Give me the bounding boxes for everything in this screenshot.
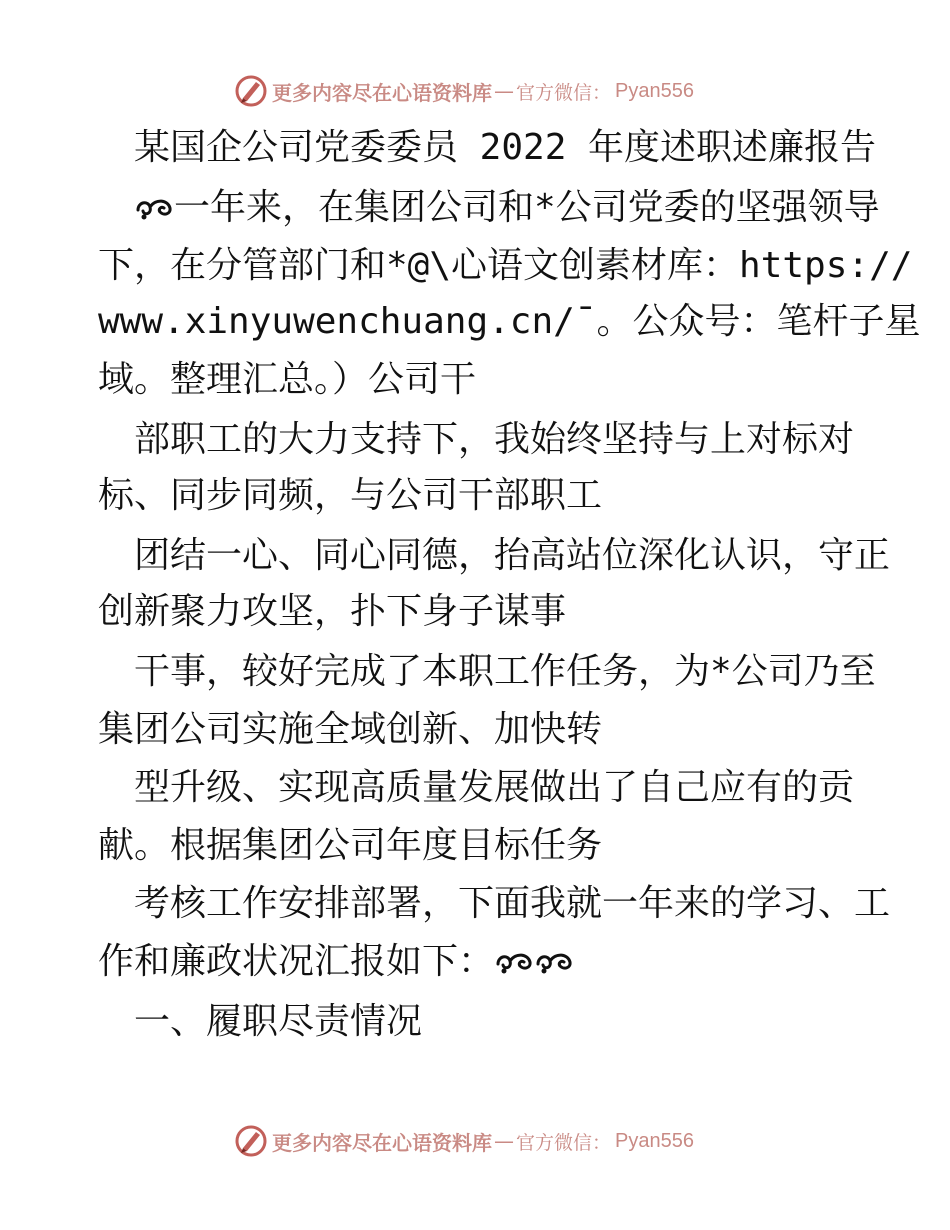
footer-banner-dash: — [494, 1129, 514, 1153]
paragraph-line: 下，在分管部门和*@\心语文创素材库：https:// [98, 245, 913, 286]
header-banner-dash: — [494, 79, 514, 103]
ornament-icon [534, 948, 574, 976]
pen-logo-icon [234, 74, 268, 108]
header-banner [234, 72, 694, 110]
pen-logo-icon [234, 1124, 268, 1158]
ornament-icon [134, 194, 174, 222]
paragraph-line: 型升级、实现高质量发展做出了自己应有的贡 [134, 767, 855, 808]
paragraph-line-text: 作和廉政状况汇报如下： [98, 941, 495, 982]
paragraph-line: www.xinyuwenchuang.cn/¯。公众号：笔杆子星 [98, 301, 921, 342]
paragraph-line: 干事，较好完成了本职工作任务，为*公司乃至 [134, 651, 876, 692]
paragraph-line: 部职工的大力支持下，我始终坚持与上对标对 [134, 419, 855, 460]
document-title: 某国企公司党委委员 2022 年度述职述廉报告 [134, 127, 877, 168]
paragraph-line: 创新聚力攻坚，扑下身子谋事 [98, 591, 567, 632]
paragraph-line: 团结一心、同心同德，抬高站位深化认识，守正 [134, 535, 891, 576]
footer-banner-text: 更多内容尽在心语资料库 [272, 1130, 492, 1155]
ornament-icon [494, 948, 534, 976]
paragraph-line: 标、同步同频，与公司干部职工 [98, 475, 603, 516]
paragraph-line: 集团公司实施全域创新、加快转 [98, 709, 603, 750]
header-wechat-id: Pyan556 [615, 79, 694, 102]
footer-wechat-label: 官方微信： [516, 1131, 612, 1154]
paragraph-line-text: 一年来，在集团公司和*公司党委的坚强领导 [174, 187, 880, 228]
section-heading: 一、履职尽责情况 [134, 1001, 423, 1042]
paragraph-line: 献。根据集团公司年度目标任务 [98, 825, 603, 866]
footer-wechat-id: Pyan556 [615, 1129, 694, 1152]
footer-banner [234, 1122, 694, 1160]
header-wechat-label: 官方微信： [516, 81, 612, 104]
paragraph-line: 域。整理汇总。）公司干 [98, 359, 477, 400]
header-banner-text: 更多内容尽在心语资料库 [272, 80, 492, 105]
paragraph-line [98, 942, 574, 982]
paragraph-line: 考核工作安排部署，下面我就一年来的学习、工 [134, 883, 891, 924]
paragraph-line [134, 188, 880, 228]
